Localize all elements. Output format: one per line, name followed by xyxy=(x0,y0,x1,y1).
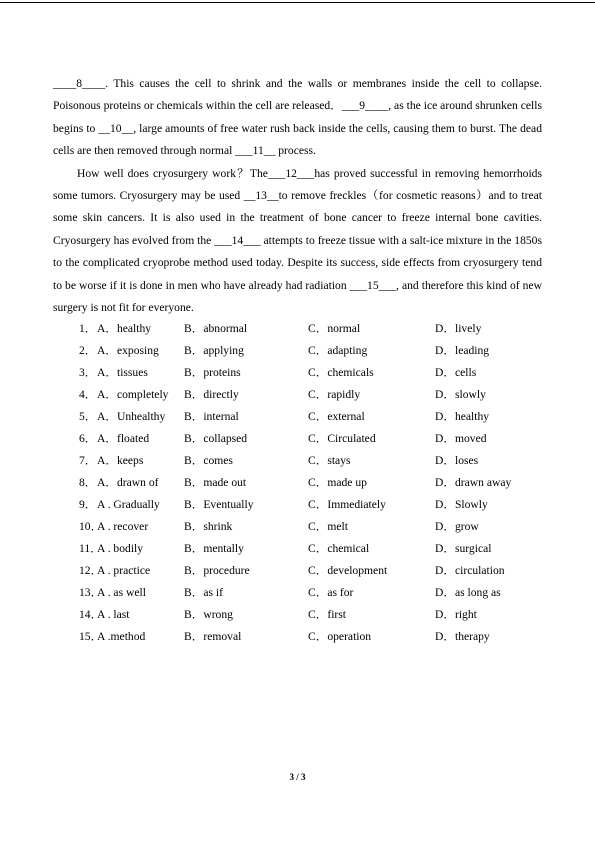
option-a: A . bodily xyxy=(97,542,144,555)
option-d: D．Slowly xyxy=(435,498,488,511)
option-d: D．drawn away xyxy=(435,476,512,489)
option-row xyxy=(79,560,549,582)
option-b: B．as if xyxy=(184,586,223,599)
option-d: D．healthy xyxy=(435,410,490,423)
passage-paragraph-1: ____8____. This causes the cell to shrink and the walls or membranes inside the cell to collapse. Poisonous proteins or chemicals within the cell are released．___9____, as the ice around shrunken cells begins to __10__, large amounts of free water rush back inside the cells, causing them to burst. The dead cells are then removed through normal ___11__ process. xyxy=(53,77,542,158)
option-row xyxy=(79,362,549,384)
option-a: A．exposing xyxy=(97,344,159,357)
option-b: B．mentally xyxy=(184,542,244,555)
option-row xyxy=(79,604,549,626)
option-row xyxy=(79,626,549,648)
option-row xyxy=(79,318,549,340)
option-d: D．grow xyxy=(435,520,479,533)
option-c: C．Circulated xyxy=(308,432,376,445)
option-row xyxy=(79,450,549,472)
option-b: B．wrong xyxy=(184,608,233,621)
option-b: B．shrink xyxy=(184,520,233,533)
option-b: B．abnormal xyxy=(184,322,248,335)
option-a: A . Gradually xyxy=(97,498,160,511)
option-d: D．therapy xyxy=(435,630,490,643)
option-d: D．as long as xyxy=(435,586,501,599)
option-d: D．slowly xyxy=(435,388,486,401)
option-row xyxy=(79,516,549,538)
option-c: C．chemicals xyxy=(308,366,374,379)
option-d: D．lively xyxy=(435,322,482,335)
option-a: A .method xyxy=(97,630,146,643)
option-d: D．loses xyxy=(435,454,479,467)
option-row xyxy=(79,406,549,428)
option-a: A．drawn of xyxy=(97,476,159,489)
option-b: B．removal xyxy=(184,630,242,643)
option-b: B．directly xyxy=(184,388,239,401)
option-b: B．collapsed xyxy=(184,432,248,445)
option-a: A . last xyxy=(97,608,130,621)
question-number: 3． xyxy=(79,366,97,379)
question-number: 7． xyxy=(79,454,97,467)
option-c: C．first xyxy=(308,608,347,621)
option-a: A . as well xyxy=(97,586,146,599)
option-d: D．surgical xyxy=(435,542,492,555)
option-d: D．moved xyxy=(435,432,487,445)
question-number: 15． xyxy=(79,630,103,643)
question-number: 4． xyxy=(79,388,97,401)
option-row xyxy=(79,538,549,560)
question-number: 1． xyxy=(79,322,97,335)
option-row xyxy=(79,340,549,362)
option-b: B．made out xyxy=(184,476,247,489)
option-b: B．applying xyxy=(184,344,244,357)
passage-paragraph-2: How well does cryosurgery work？The___12___has proved successful in removing hemorrhoids some tumors. Cryosurgery may be used __13__to remove freckles（for cosmetic reasons）and to treat some skin cancers. It is also used in the treatment of bone cancer to freeze internal bone cavities. Cryosurgery has evolved from the ___14___ attempts to freeze tissue with a salt-ice mixture in the 1850s to the complicated cryoprobe method used today. Despite its success, side effects from cryosurgery tend to be worse if it is done in men who have already had radiation ___15___, and therefore this kind of new surgery is not fit for everyone. xyxy=(53,166,542,315)
question-number: 5． xyxy=(79,410,97,423)
option-c: C．adapting xyxy=(308,344,368,357)
option-d: D．circulation xyxy=(435,564,505,577)
question-number: 10． xyxy=(79,520,103,533)
option-a: A．tissues xyxy=(97,366,148,379)
option-row xyxy=(79,582,549,604)
question-number: 14． xyxy=(79,608,103,621)
question-number: 8． xyxy=(79,476,97,489)
option-c: C．development xyxy=(308,564,388,577)
option-c: C．chemical xyxy=(308,542,370,555)
option-row xyxy=(79,428,549,450)
option-row xyxy=(79,384,549,406)
option-a: A . recover xyxy=(97,520,149,533)
option-d: D．right xyxy=(435,608,477,621)
option-b: B．proteins xyxy=(184,366,241,379)
page-number: 3 / 3 xyxy=(289,772,306,782)
option-c: C．Immediately xyxy=(308,498,386,511)
question-number: 2． xyxy=(79,344,97,357)
question-number: 6． xyxy=(79,432,97,445)
option-a: A．floated xyxy=(97,432,150,445)
option-b: B．Eventually xyxy=(184,498,254,511)
question-number: 11． xyxy=(79,542,102,555)
option-d: D．cells xyxy=(435,366,477,379)
option-a: A．healthy xyxy=(97,322,152,335)
option-row xyxy=(79,494,549,516)
option-c: C．operation xyxy=(308,630,372,643)
option-c: C．stays xyxy=(308,454,351,467)
option-b: B．internal xyxy=(184,410,239,423)
option-c: C．melt xyxy=(308,520,348,533)
question-number: 9． xyxy=(79,498,97,511)
option-a: A . practice xyxy=(97,564,151,577)
passage xyxy=(53,73,542,319)
option-row xyxy=(79,472,549,494)
answer-options xyxy=(79,318,549,648)
question-number: 12． xyxy=(79,564,103,577)
option-b: B．procedure xyxy=(184,564,250,577)
option-c: C．external xyxy=(308,410,365,423)
question-number: 13． xyxy=(79,586,103,599)
option-c: C．as for xyxy=(308,586,354,599)
option-c: C．normal xyxy=(308,322,361,335)
option-d: D．leading xyxy=(435,344,490,357)
option-a: A．keeps xyxy=(97,454,144,467)
top-rule xyxy=(0,2,595,3)
option-c: C．made up xyxy=(308,476,367,489)
option-b: B．comes xyxy=(184,454,233,467)
option-c: C．rapidly xyxy=(308,388,361,401)
option-a: A．Unhealthy xyxy=(97,410,166,423)
option-a: A．completely xyxy=(97,388,169,401)
